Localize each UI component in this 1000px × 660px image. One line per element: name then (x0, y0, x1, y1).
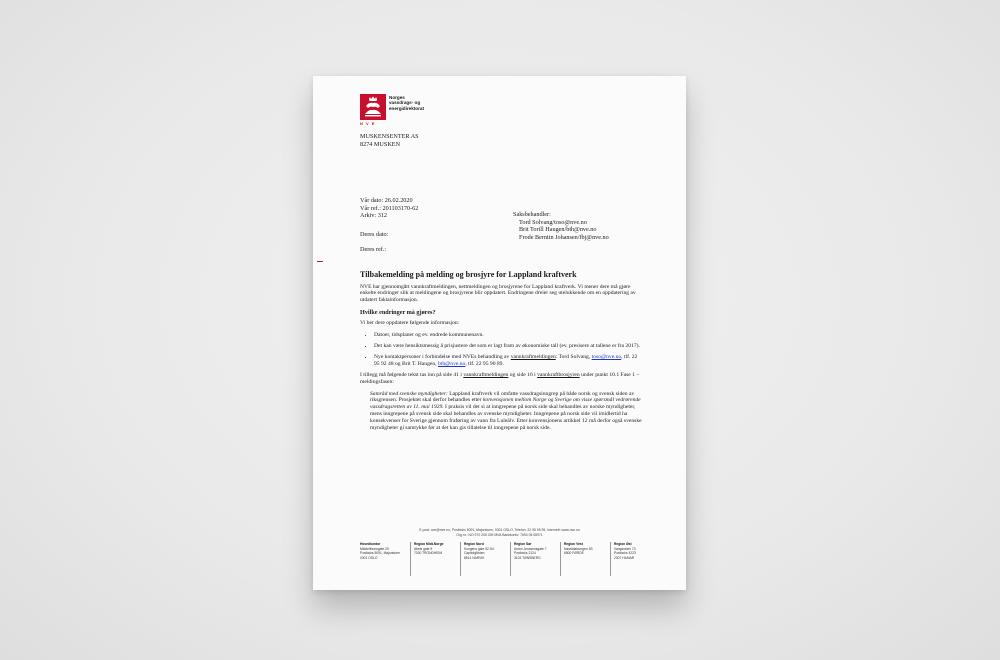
letter-title: Tilbakemelding på melding og brosjyre for Lappland kraftverk (360, 270, 577, 279)
email-link-bth[interactable]: bth@nve.no (437, 360, 466, 367)
meldingen-link[interactable]: vannkraftmeldingen (463, 371, 509, 378)
office-column: Region Midt-Norge Abels gate 9 7030 TRONDHEIM (410, 542, 460, 576)
letter-body (360, 270, 642, 432)
agency-abbreviation: N V E (360, 121, 376, 126)
list-item: • Nye kontaktpersoner i forbindelse med NVEs behandling av vannkraftmeldingen: Tord Solvang, toso@nve.no, tlf. 22 95 92 48 og Brit T. Haugen, bth@nve.no, tlf. 22 95 90 89. (374, 354, 642, 368)
brosjyren-link[interactable]: vannkraftbrosjyren (537, 371, 580, 378)
nve-logo (360, 94, 386, 120)
list-item: • Det kan være hensiktsmessig å prisjustere det som er lagt fram av økonomiske tall (ev. presisere at tallene er fra 2017). (374, 343, 642, 350)
lead-paragraph: Vi ber dere oppdatere følgende informasjon: (360, 320, 460, 327)
intro-paragraph: NVE har gjennomgått vannkraftmeldingen, nettmeldingen og brosjyrene for Lappland kraftverk. Vi mener dere må gjøre enkelte endringer slik at meldingene og brosjyrene blir oppdatert. Endringene dreier seg utelukkende om en oppdatering av utdatert faktainformasjon. (360, 283, 636, 304)
letter-page (313, 76, 686, 590)
addition-paragraph: I tillegg må følgende tekst tas inn på side 41 i vannkraftmeldingen og side 16 i vannkraftbrosjyren under punkt 10.1 Fase 1 – meldingsfasen: (360, 371, 640, 385)
office-column: Region Sør Anton Jenssensgate 7 Postboks 2124 3103 TØNSBERG (510, 542, 560, 576)
letter-meta: Vår dato: 26.02.2020 Vår ref.: 201103170-62 Arkiv: 312 (360, 197, 419, 220)
footer-offices (360, 542, 660, 576)
email-link-toso[interactable]: toso@nve.no (591, 353, 622, 360)
section-heading: Hvilke endringer må gjøres? (360, 309, 436, 317)
footer-org: Org.nr.: NO 970 205 039 MVA Bankkonto: 7694 05 08971 (456, 533, 543, 537)
meldingen-link[interactable]: vannkraftmeldingen (510, 353, 556, 360)
office-column: Region Nord Kongens gate 52-54 Capitolgården 8514 NARVIK (460, 542, 510, 576)
quoted-text: Samråd med svenske myndigheter: Lappland kraftverk vil omfatte vassdragsinngrep på både norsk og svensk siden av riksgrensen. Prosjektet skal derfor behandles etter konvensjonen mellom Norge og Sverige om visse spørsmål vedrørende vassdragsretten av 11. mai 1929. I praksis vil det si at inngrepene på norsk side skal behandles av norske myndigheter, mens inngrepene på svensk side skal behandles av svenske myndigheter. Inngrepene på norsk side vil imidlertid ha konsekvenser for Sverige gjennom fraføring av vann fra Luleälv. Etter konvensjonens artikkel 12 må derfor også svenske myndigheter gi samtykke før at det kan gis tillatelse til inngrepene på norsk side. (370, 390, 642, 432)
office-column: Region Vest Naustdalsvegen 1B 6800 FØRDE (560, 542, 610, 576)
agency-name: Norges vassdrags- og energidirektorat (389, 95, 424, 111)
recipient-address: MUSKENSENTER AS 8274 MUSKEN (360, 133, 419, 148)
change-list (360, 332, 642, 368)
office-column: Hovedkontor Middelthunsgate 29 Postboks 5091, Majorstuen 0301 OSLO (360, 542, 400, 560)
case-handlers: Saksbehandler: Tord Solvang/toso@nve.no Brit Torill Haugen/bth@nve.no Frode Berntin Johansen/fbj@nve.no (513, 211, 609, 241)
lion-emblem-icon (360, 94, 386, 120)
footer-contact: E-post: nve@nve.no, Postboks 5091, Majorstuen, 0301 OSLO, Telefon: 22 95 95 95, Internett: www.nve.no (419, 528, 580, 532)
list-item: • Datoer, tidsplaner og ev. endrede kommunenavn. (374, 332, 642, 339)
office-column: Region Øst Vangsveien 73 Postboks 4223 2307 HAMAR (610, 542, 660, 576)
your-references: Deres dato: Deres ref.: (360, 231, 389, 253)
fold-mark (317, 261, 323, 262)
